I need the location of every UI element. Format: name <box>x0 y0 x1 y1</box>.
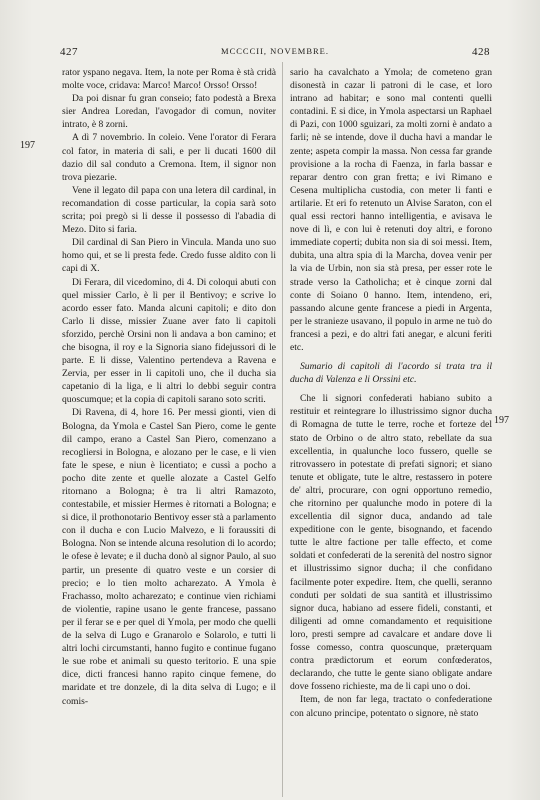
paragraph: Vene il legato dil papa con una letera dil cardinal, in recomandation di cosse particular, la copia sarà soto scrita; poi pregò si li desse il possesso di l'abadia di Mezo. Dito si faria. <box>62 184 276 236</box>
running-title: MCCCCII, NOVEMBRE. <box>221 46 329 56</box>
paragraph: sario ha cavalchato a Ymola; de cometeno gran disonestà in cazar li patroni di le case, et loro intrano ad habitar; e sono mal contenti quelli contadini. E si dice, in Ymola aspectarsi un Raphael di Pazi, con 1000 sguizari, za molti zorni è andato a farli; nè se intende, dove il ducha havi a mandar le zente; aspeta compir la massa. Non cessa far grande provisione a la rocha di Faenza, in farla bassar e reparar dentro con gran fretta; e ivi Rimano e Cesena multiplicha custodia, con meter li fanti e artilarie. Et eri fo retenuto un Alvise Saraton, con el qual essi rectori hanno intelligentia, e avisava le nove di lì, e con lui è retenuti doy altri, e forono immediate coperti; dubita non sia di soi messi. Item, dubita, una altra spia di la Marcha, dovea venir per la via de Urbin, non sia stà presa, per esser rote le strade verso la Catholicha; et è cinque zorni dal conte di Soiano 0 hanno. Item, intendeno, eri, passando alcune gente francese a piedi in Argenta, per le stranieze usavano, il populo in arme ne tuò do francesi a pezi, e do altri fati anegar, e alcuni feriti etc. <box>290 67 492 353</box>
right-column <box>290 66 492 720</box>
paragraph: Di Ravena, di 4, hore 16. Per messi gionti, vien di Bologna, da Ymola e Castel San Piero, come le gente dil campo, erano a Castel San Piero, comenzano a recogliersi in Bologna, e alozano per le case, e li vien fate le spese, e niun è licentiato; e cussì a pocho a pocho dite zente et quelle alozate a Castel Gelfo ritornano a Bologna; è tra li altri Ramazoto, contestabile, et missier Hermes è ritornati a Bologna; e si dice, il prothonotario Bentivoy esser stà a parlamento con il ducha e con Lucio Malvezo, e li foraussiti di Bologna. Non se intende alcuna resolution di lo acordo; le ofese è levate; e il ducha donò al signor Paulo, al suo partir, un presente di quatro veste e un corsier di precio; e lo tien molto acharezato. A Ymola è Frachasso, molto acharezato; e continue vien richiami de violentie, rapine usano le gente francese, passano per il ferar se e per quel di Ymola, per modo che quelli de la selva di Lugo e Granarolo e Solarolo, e tutti li altri lochi circumstanti, hanno fugito e continue fugano le sue robe et animali su questo teritorio. E una spie dice, dicti francesi hanno rapito cinque femene, do maridate et tre donzele, di la dita selva di Lugo; e il comis- <box>62 407 276 707</box>
left-column <box>62 66 276 708</box>
page-number-left: 427 <box>60 46 78 58</box>
paragraph: Di Ferara, dil vicedomino, di 4. Di coloqui abuti con quel missier Carlo, è lì per il Bentivoy; e scrive lo acordo esser fato. Manda alcuni capitoli; e dito don Carlo li disse, missier Zuane aver fato li capitoli sforzido, perchè Orsini non li andava a bon camino; et che bisogna, il roy e la Signoria siano fidejussori di le parte. E li disse, Valentino pertendeva a Ravena e Zervia, per esser in li capitoli uno, che il ducha sia capetanio di la liga, e li altri lo debbi seguir contra quoscumque; et la copia di capitoli sarano soto scriti. <box>62 276 276 406</box>
paragraph: rator yspano negava. Item, la note per Roma è stà cridà molte voce, cridava: Marco! Marco! Orsso! Orsso! <box>62 67 276 92</box>
column-divider <box>282 62 283 797</box>
page-header <box>60 46 490 60</box>
paragraph: A dì 7 novembrio. In coleio. Vene l'orator di Ferara col fator, in materia di sali, e per li ducati 1600 dil dazio dil sal conduto a Cremona. Item, il signor non trova piezarie. <box>62 132 276 183</box>
paragraph: Da poi disnar fu gran conseio; fato podestà a Brexa sier Andrea Loredan, l'avogador di comun, noviter intrato, è 8 zorni. <box>62 93 276 131</box>
paragraph: Dil cardinal di San Piero in Vincula. Manda uno suo homo qui, et se li presta fede. Credo fusse aldito con li capi di X. <box>62 237 276 275</box>
paragraph: Che li signori confederati habiano subito a restituir et reintegrare lo illustrissimo signor ducha di Romagna de tutte le terre, roche et forteze del stato de Orbino o de altro stato, rebellate da sua excellentia, in qualunche loco fussero, quelle se ritrovassero in potestate di prefati signori; et siano tenute et obligate, tute le altre, restassero in potere de' altri, procurare, con ogni opportuno remedio, che ritornino per qualunche modo in potere di la excellentia dil signor duca, andando ad tale expeditione con le gente, bisognando, et facendo tutte le altre factione per talle effecto, et come soldati et confederati de la serenità del nostro signor et illustrissimo signor ducha; il che confidano facilmente poter expedire. Item, che quelli, seranno conduti per soldati de sua santità et illustrissimo signor duca, habiano ad essere fideli, constanti, et diligenti ad omne comandamento et requisitione loro, presti sempre ad cavalcare et andare dove li fosse comesso, contra quoscunque, præterquam contra prædictorum et eorum confœderatos, declarando, che tutte le gente siano obligate andare dove fosseno richieste, ma de li capi uno o doi. <box>290 393 492 693</box>
paragraph: Item, de non far lega, tractato o confederatione con alcuno principe, potentato o signore, nè stato <box>290 694 492 719</box>
page-number-right: 428 <box>472 46 490 58</box>
section-summary-heading: Sumario di capitoli di l'acordo si trata tra il ducha di Valenza e li Orssini etc. <box>290 361 492 386</box>
margin-number-left: 197 <box>20 140 35 151</box>
margin-number-right: 197 <box>494 415 509 426</box>
